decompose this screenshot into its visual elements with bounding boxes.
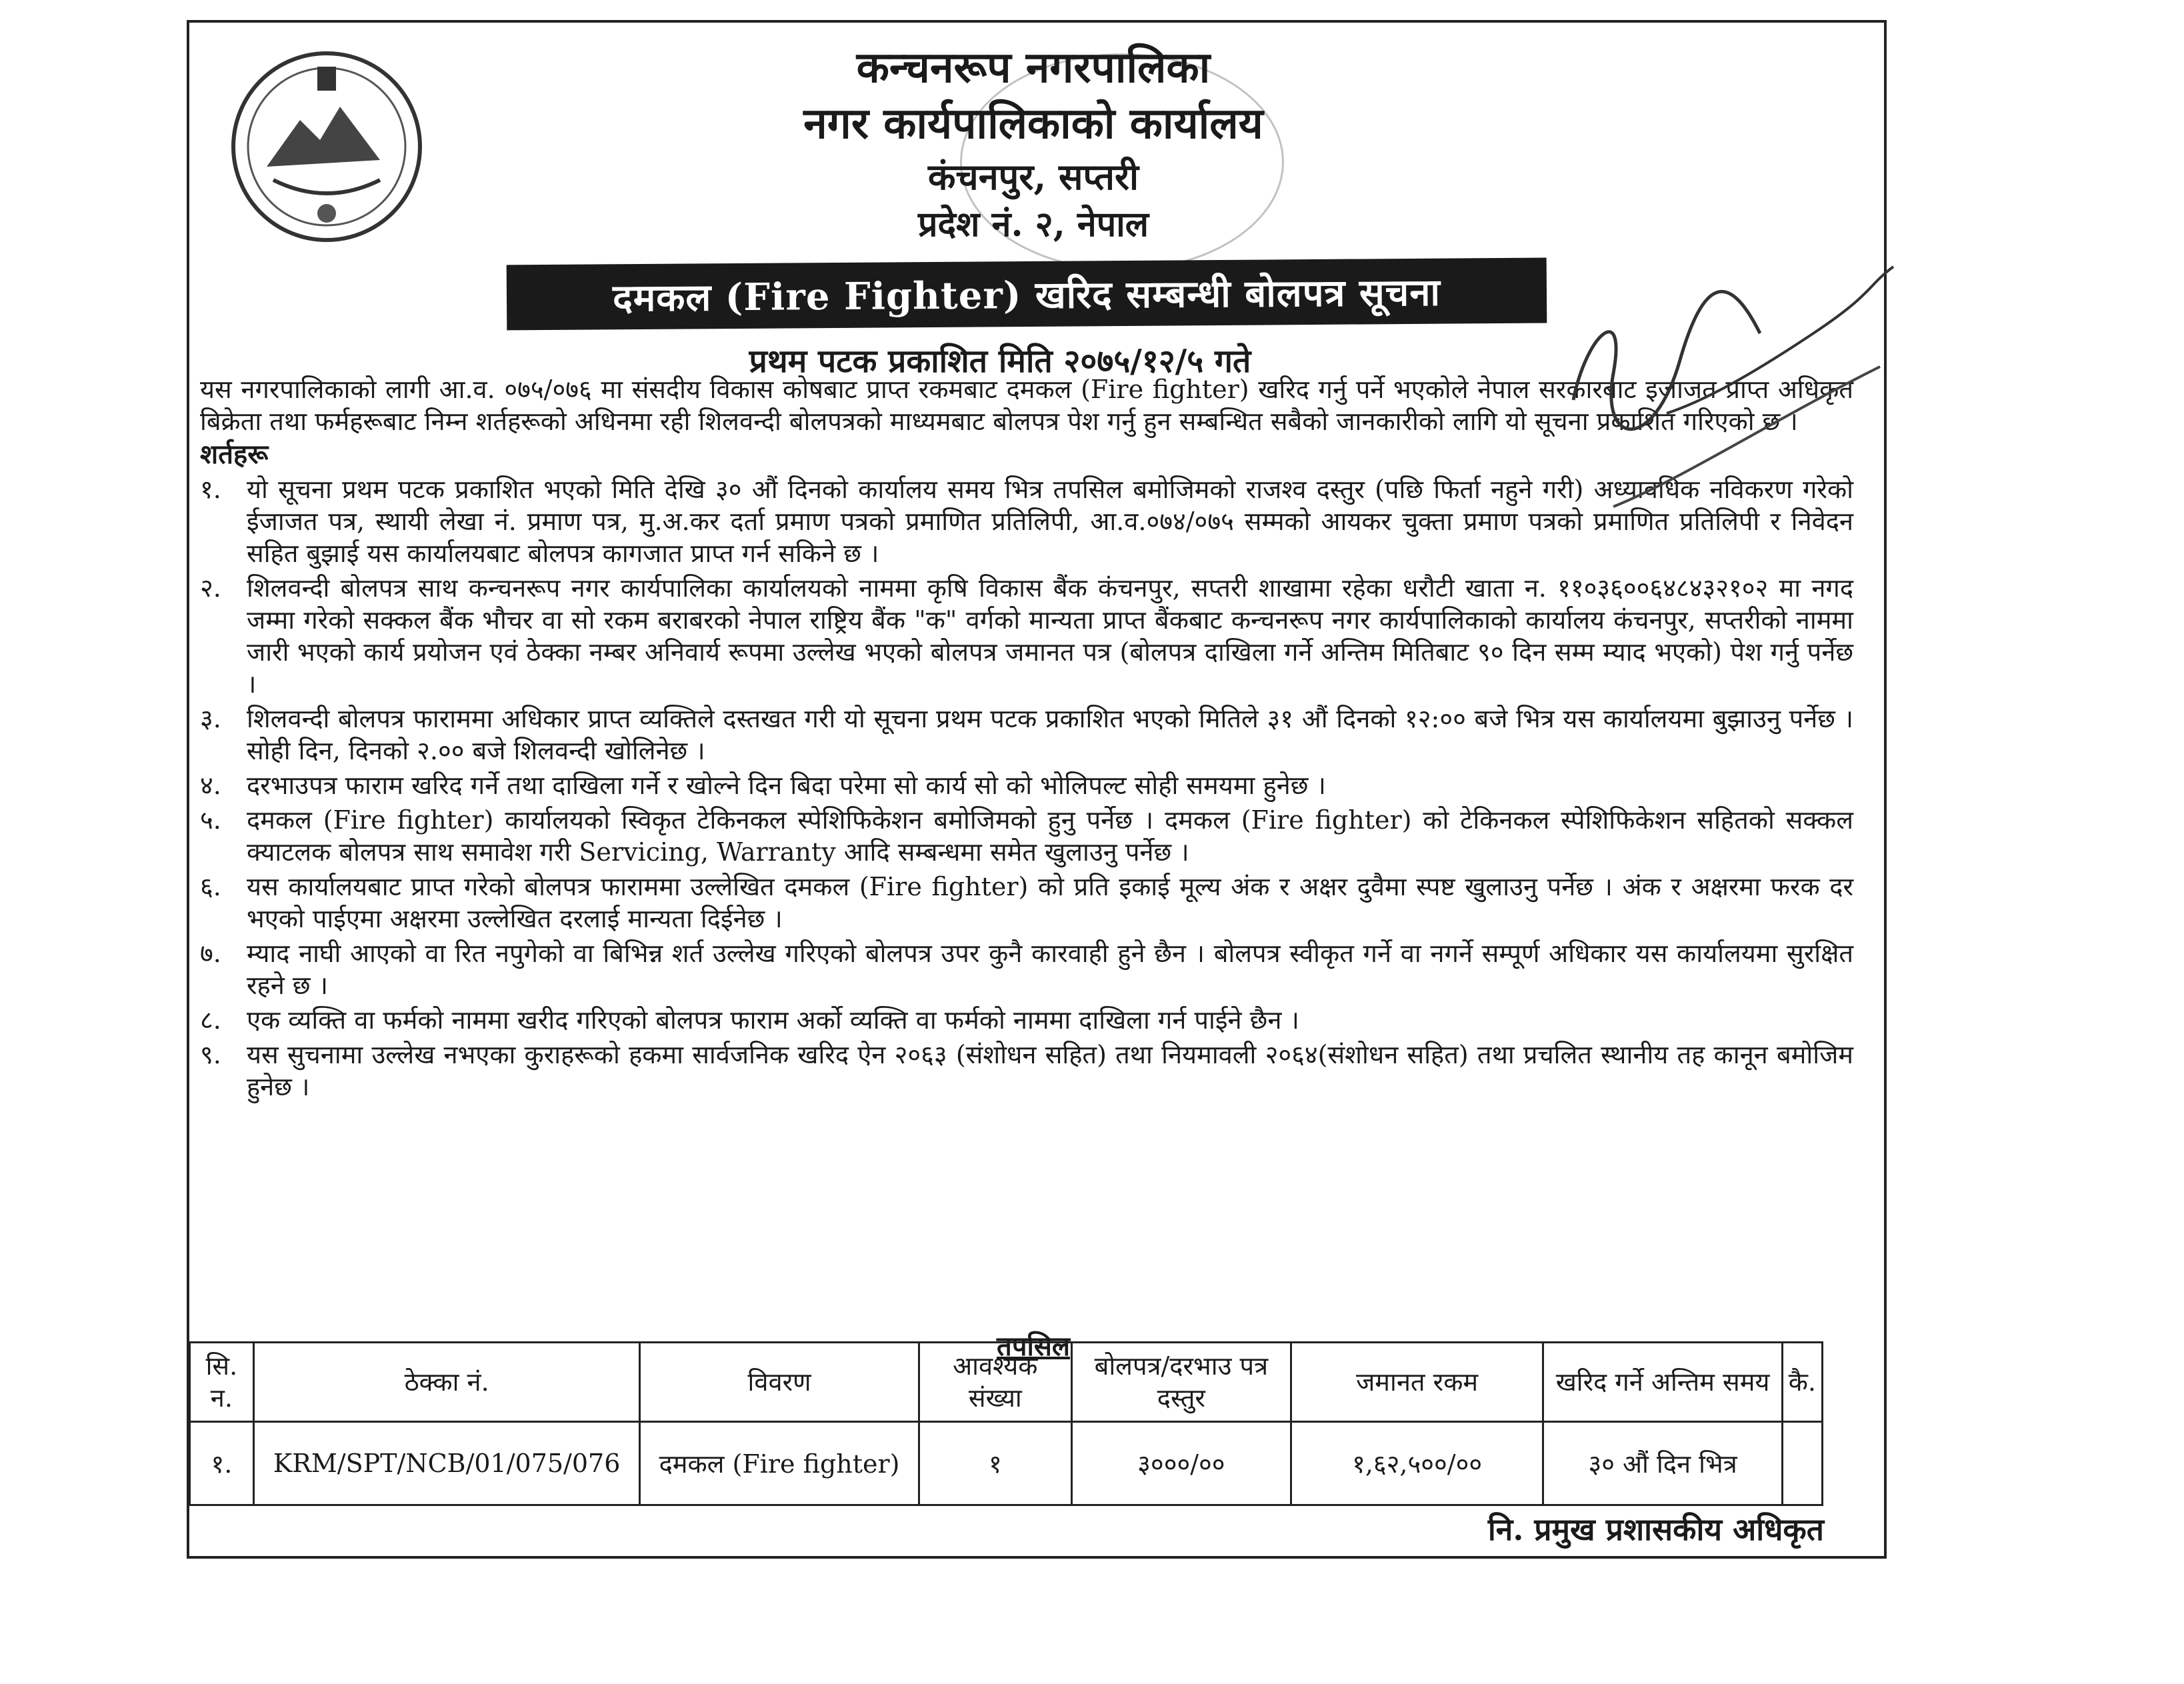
conditions-heading: शर्तहरू [200,439,269,470]
column-header: विवरण [640,1343,919,1422]
condition-item [200,769,1853,801]
condition-number: ७. [200,939,221,968]
nepal-emblem-icon [227,47,427,247]
intro-paragraph: यस नगरपालिकाको लागी आ.व. ०७५/०७६ मा संसदीय विकास कोषबाट प्राप्त रकमबाट दमकल (Fire fighter) खरिद गर्नु पर्ने भएकोले नेपाल सरकारबाट इजाजत प्राप्त अधिकृत बिक्रेता तथा फर्महरूबाट निम्न शर्तहरूको अधिनमा रही शिलवन्दी बोलपत्रको माध्यमबाट बोलपत्र पेश गर्नु हुन सम्बन्धित सबैको जानकारीको लागि यो सूचना प्रकाशित गरिएको छ । [200,375,1853,436]
column-header: कै. [1782,1343,1822,1422]
condition-item [200,703,1853,767]
table-cell: १ [919,1422,1071,1505]
column-header: बोलपत्र/दरभाउ पत्र दस्तुर [1072,1343,1291,1422]
condition-number: ५. [200,805,221,835]
table-cell: १. [190,1422,254,1505]
condition-item [200,937,1853,1001]
condition-number: ३. [200,704,221,733]
table-cell: १,६२,५००/०० [1291,1422,1543,1505]
condition-item [200,1004,1853,1036]
condition-text: दरभाउपत्र फाराम खरिद गर्ने तथा दाखिला गर्ने र खोल्ने दिन बिदा परेमा सो कार्य सो को भोलिपल्ट सोही समयमा हुनेछ । [247,771,1326,800]
condition-text: एक व्यक्ति वा फर्मको नाममा खरीद गरिएको बोलपत्र फाराम अर्को व्यक्ति वा फर्मको नाममा दाखिला गर्न पाईने छैन । [247,1005,1299,1035]
column-header: जमानत रकम [1291,1343,1543,1422]
condition-number: १. [200,475,221,504]
publish-date: प्रथम पटक प्रकाशित मिति २०७५/१२/५ गते [749,343,1251,380]
column-header: आवश्यक संख्या [919,1343,1071,1422]
condition-number: ४. [200,771,221,800]
handwritten-signature [1533,200,1907,533]
table-cell: KRM/SPT/NCB/01/075/076 [253,1422,640,1505]
condition-text: यो सूचना प्रथम पटक प्रकाशित भएको मिति देखि ३० औं दिनको कार्यालय समय भित्र तपसिल बमोजिमको राजश्व दस्तुर (पछि फिर्ता नहुने गरी) अध्यावधिक नविकरण गरेको ईजाजत पत्र, स्थायी लेखा नं. प्रमाण पत्र, मु.अ.कर दर्ता प्रमाण पत्रको प्रमाणित प्रतिलिपी, आ.व.०७४/०७५ सम्मको आयकर चुक्ता प्रमाण पत्रको प्रमाणित प्रतिलिपी र निवेदन सहित बुझाई यस कार्यालयबाट बोलपत्र कागजात प्राप्त गर्न सकिने छ । [247,475,1853,568]
column-header: ठेक्का नं. [253,1343,640,1422]
schedule-title: तपसिल [996,1331,1071,1362]
condition-number: ८. [200,1005,221,1035]
condition-number: २. [200,573,221,603]
condition-text: यस सुचनामा उल्लेख नभएका कुराहरूको हकमा सार्वजनिक खरिद ऐन २०६३ (संशोधन सहित) तथा नियमावली २०६४(संशोधन सहित) तथा प्रचलित स्थानीय तह कानून बमोजिम हुनेछ । [247,1040,1853,1101]
condition-text: शिलवन्दी बोलपत्र फाराममा अधिकार प्राप्त व्यक्तिले दस्तखत गरी यो सूचना प्रथम पटक प्रकाशित भएको मितिले ३१ औं दिनको १२:०० बजे भित्र यस कार्यालयमा बुझाउनु पर्नेछ । सोही दिन, दिनको २.०० बजे शिलवन्दी खोलिनेछ । [247,704,1853,765]
signer-title: नि. प्रमुख प्रशासकीय अधिकृत [1487,1511,1824,1547]
table-cell: ३० औं दिन भित्र [1543,1422,1782,1505]
condition-text: दमकल (Fire fighter) कार्यालयको स्विकृत टेकिनकल स्पेशिफिकेशन बमोजिमको हुनु पर्नेछ । दमकल (Fire fighter) को टेकिनकल स्पेशिफिकेशन सहितको सक्कल क्याटलक बोलपत्र साथ समावेश गरी Servicing, Warranty आदि सम्बन्धमा समेत खुलाउनु पर्नेछ । [247,805,1853,867]
condition-item [200,871,1853,935]
office-location: कंचनपुर, सप्तरी [927,155,1139,198]
table-cell [1782,1422,1822,1505]
condition-item [200,804,1853,868]
condition-number: ६. [200,872,221,901]
table-row [190,1422,1823,1505]
condition-item [200,1039,1853,1103]
table-cell: दमकल (Fire fighter) [640,1422,919,1505]
schedule-table [189,1341,1823,1506]
province-country: प्रदेश नं. २, नेपाल [917,204,1149,245]
column-header: खरिद गर्ने अन्तिम समय [1543,1343,1782,1422]
table-header-row [190,1343,1823,1422]
office-name: नगर कार्यपालिकाको कार्यालय [803,99,1263,149]
condition-item [200,572,1853,700]
notice-title-banner: दमकल (Fire Fighter) खरिद सम्बन्धी बोलपत्र सूचना [507,258,1547,331]
office-header [467,40,1600,248]
condition-text: यस कार्यालयबाट प्राप्त गरेको बोलपत्र फाराममा उल्लेखित दमकल (Fire fighter) को प्रति इकाई मूल्य अंक र अक्षर दुवैमा स्पष्ट खुलाउनु पर्नेछ । अंक र अक्षरमा फरक दर भएको पाईएमा अक्षरमा उल्लेखित दरलाई मान्यता दिईनेछ । [247,872,1853,933]
table-cell: ३०००/०० [1072,1422,1291,1505]
condition-text: शिलवन्दी बोलपत्र साथ कन्चनरूप नगर कार्यपालिका कार्यालयको नाममा कृषि विकास बैंक कंचनपुर, सप्तरी शाखामा रहेका धरौटी खाता न. ११०३६००६४८४३२१०२ मा नगद जम्मा गरेको सक्कल बैंक भौचर वा सो रकम बराबरको नेपाल राष्ट्रिय बैंक "क" वर्गको मान्यता प्राप्त बैंकबाट कन्चनरूप नगर कार्यपालिकाको कार्यालय कंचनपुर, सप्तरीको नाममा जारी भएको कार्य प्रयोजन एवं ठेक्का नम्बर अनिवार्य रूपमा उल्लेख भएको बोलपत्र जमानत पत्र (बोलपत्र दाखिला गर्ने अन्तिम मितिबाट ९० दिन सम्म म्याद भएको) पेश गर्नु पर्नेछ । [247,573,1853,699]
condition-number: ९. [200,1040,221,1069]
municipality-name: कन्चनरूप नगरपालिका [856,43,1211,93]
column-header: सि. न. [190,1343,254,1422]
condition-text: म्याद नाघी आएको वा रित नपुगेको वा बिभिन्न शर्त उल्लेख गरिएको बोलपत्र उपर कुनै कारवाही हुने छैन । बोलपत्र स्वीकृत गर्ने वा नगर्ने सम्पूर्ण अधिकार यस कार्यालयमा सुरक्षित रहने छ । [247,939,1853,1000]
